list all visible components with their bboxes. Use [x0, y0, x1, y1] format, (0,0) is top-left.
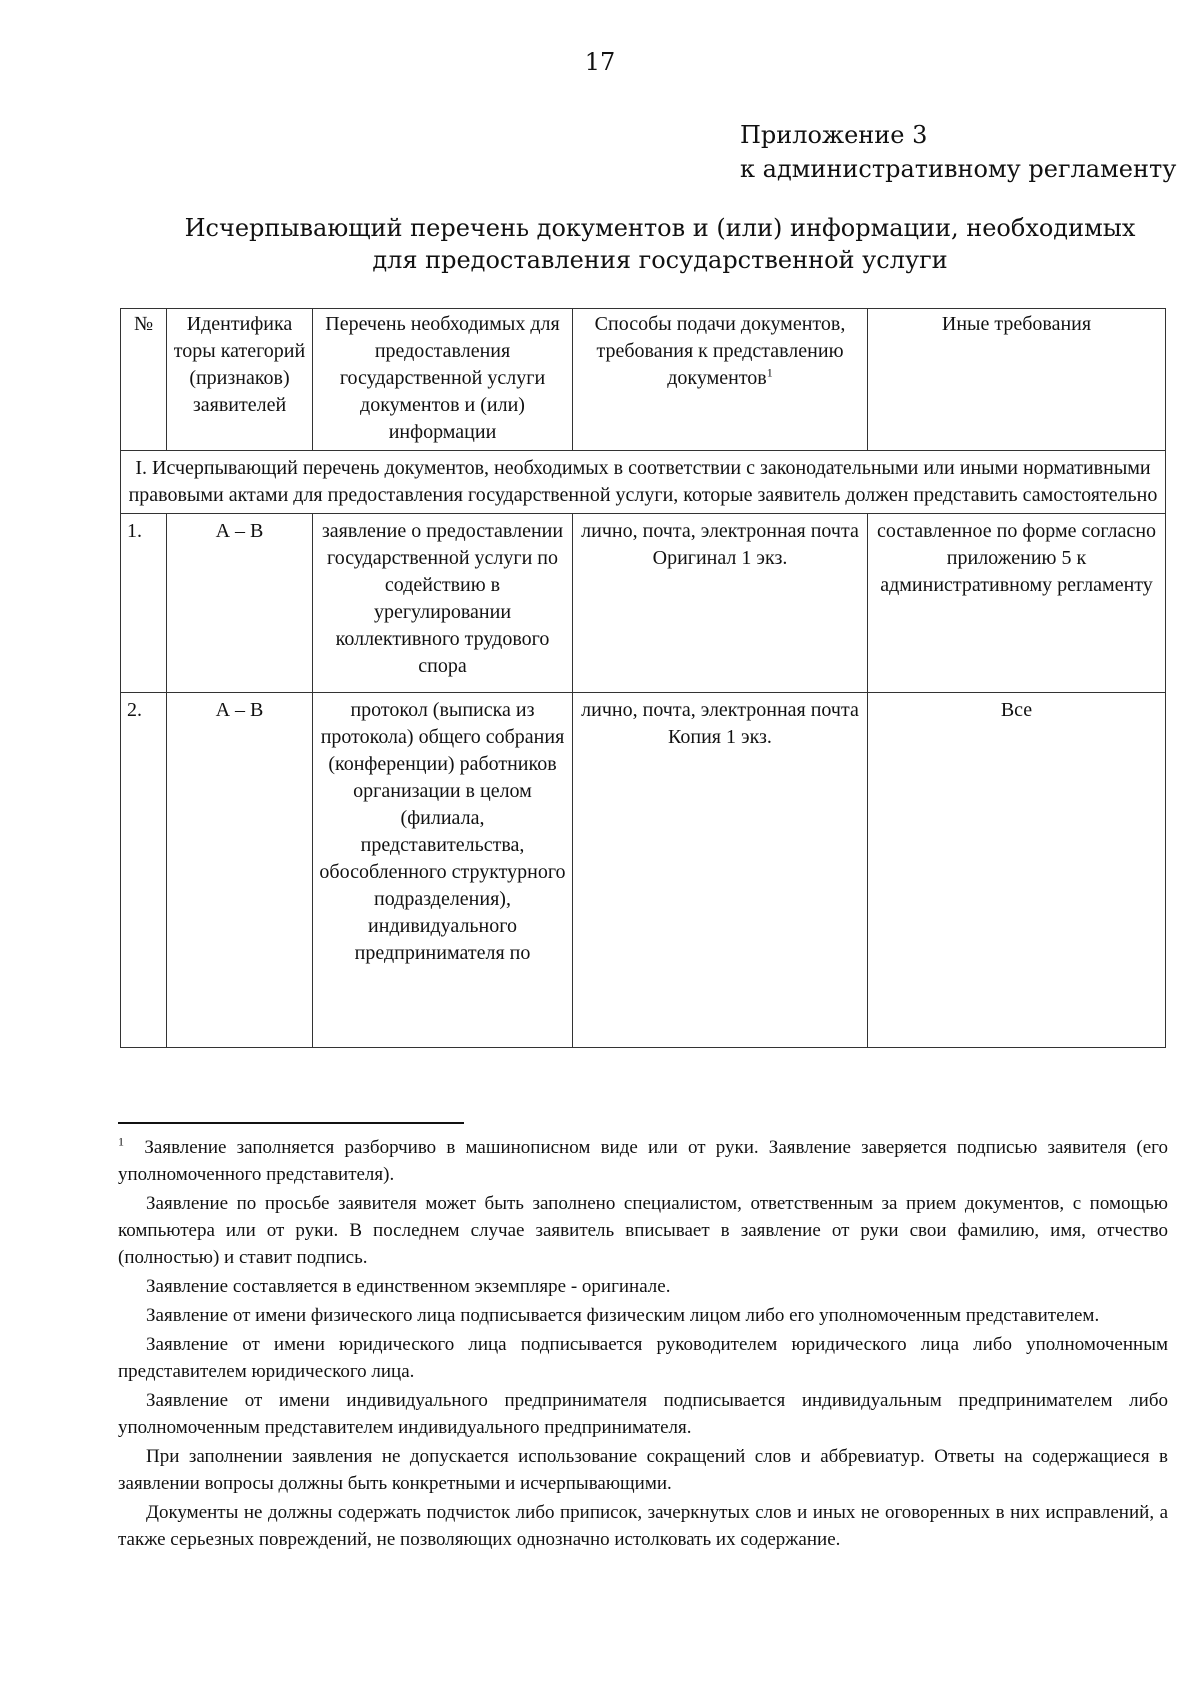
- appendix-caption: [740, 118, 1180, 186]
- footnote-paragraph: [118, 1134, 1168, 1188]
- row-document: протокол (выписка из протокола) общего собрания (конференции) работников организации в целом (филиала, представительства, обособленного структурного подразделения), индивидуального предпринимателя по: [313, 693, 573, 1048]
- footnote-paragraph: Заявление составляется в единственном экземпляре - оригинале.: [146, 1276, 671, 1297]
- table-header-row: [121, 309, 1166, 451]
- footnote-divider: [118, 1122, 464, 1124]
- header-submission: [573, 309, 868, 451]
- document-title-line-1: Исчерпывающий перечень документов и (или) информации, необходимых: [184, 214, 1136, 242]
- footnote-mark: 1: [118, 1134, 124, 1149]
- header-submission-text: Способы подачи документов, требования к представлению документов: [594, 313, 846, 389]
- documents-table: [120, 308, 1166, 1048]
- document-title: [120, 212, 1200, 276]
- section-title: I. Исчерпывающий перечень документов, необходимых в соответствии с законодательными или иными нормативными правовыми актами для предоставления государственной услуги, которые заявитель должен представить самостоятельно: [121, 451, 1166, 514]
- header-other-requirements: Иные требования: [868, 309, 1166, 451]
- footnote-paragraph: Заявление по просьбе заявителя может быть заполнено специалистом, ответственным за прием документов, с помощью компьютера или от руки. В последнем случае заявитель вписывает в заявление от руки свои фамилию, имя, отчество (полностью) и ставит подпись.: [118, 1193, 1168, 1268]
- row-category: А – В: [167, 693, 313, 1048]
- footnote-paragraph: Заявление от имени индивидуального предпринимателя подписывается индивидуальным предпринимателем либо уполномоченным представителем индивидуального предпринимателя.: [118, 1390, 1168, 1438]
- footnotes: [118, 1134, 1168, 1555]
- row-submission: лично, почта, электронная почта Оригинал 1 экз.: [573, 514, 868, 693]
- document-title-line-2: для предоставления государственной услуги: [372, 246, 948, 274]
- row-submission: лично, почта, электронная почта Копия 1 экз.: [573, 693, 868, 1048]
- row-document: заявление о предоставлении государственной услуги по содействию в урегулировании коллективного трудового спора: [313, 514, 573, 693]
- footnote-paragraph: Документы не должны содержать подчисток либо приписок, зачеркнутых слов и иных не оговоренных в них исправлений, а также серьезных повреждений, не позволяющих однозначно истолковать их содержание.: [118, 1502, 1168, 1550]
- footnote-text: Заявление заполняется разборчиво в машинописном виде или от руки. Заявление заверяется подписью заявителя (его уполномоченного представителя).: [118, 1137, 1169, 1185]
- table-row: [121, 693, 1166, 1048]
- page-number: 17: [584, 48, 616, 76]
- table-row: [121, 514, 1166, 693]
- header-footnote-mark: 1: [766, 365, 773, 380]
- appendix-line-1: Приложение 3: [740, 121, 928, 149]
- row-category: А – В: [167, 514, 313, 693]
- row-number: 2.: [121, 693, 167, 1048]
- row-other: Все: [868, 693, 1166, 1048]
- row-other: составленное по форме согласно приложению 5 к административному регламенту: [868, 514, 1166, 693]
- header-number: №: [121, 309, 167, 451]
- footnote-paragraph: При заполнении заявления не допускается использование сокращений слов и аббревиатур. Ответы на содержащиеся в заявлении вопросы должны быть конкретными и исчерпывающими.: [118, 1446, 1168, 1494]
- row-number: 1.: [121, 514, 167, 693]
- appendix-line-2: к административному регламенту: [740, 155, 1177, 183]
- header-documents: Перечень необходимых для предоставления государственной услуги документов и (или) информации: [313, 309, 573, 451]
- footnote-paragraph: Заявление от имени физического лица подписывается физическим лицом либо его уполномоченным представителем.: [146, 1305, 1100, 1326]
- header-category: Идентифика торы категорий (признаков) заявителей: [167, 309, 313, 451]
- section-row: [121, 451, 1166, 514]
- footnote-paragraph: Заявление от имени юридического лица подписывается руководителем юридического лица либо уполномоченным представителем юридического лица.: [118, 1334, 1168, 1382]
